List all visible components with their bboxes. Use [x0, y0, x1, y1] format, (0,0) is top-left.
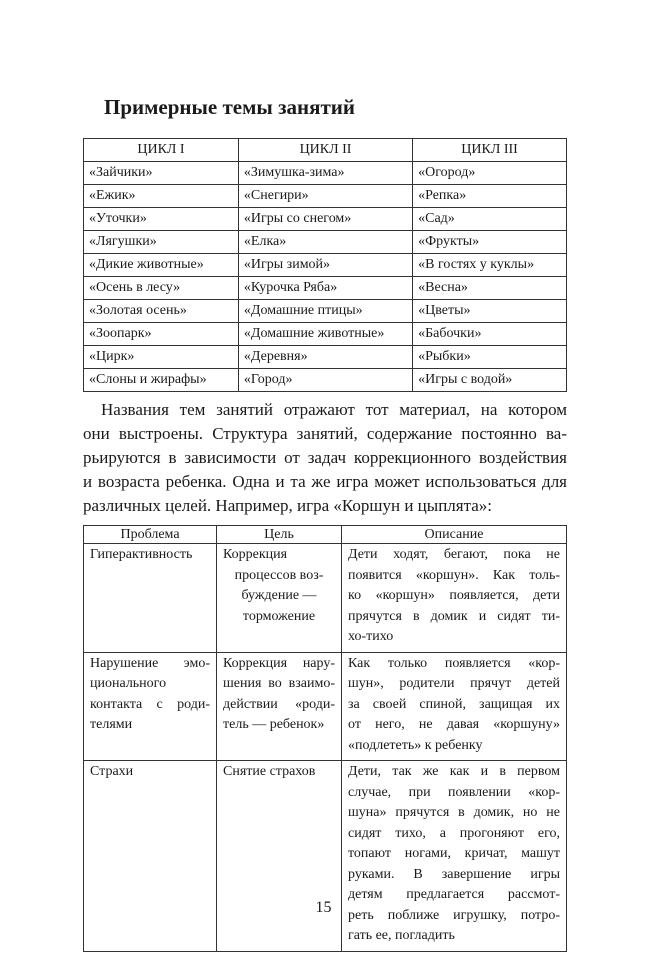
table-cell: «Сад» [413, 208, 567, 231]
cell-line: Коррекция нару- [223, 655, 335, 671]
table-cell: «Зоопарк» [84, 323, 239, 346]
cell-line: Как только появляется «кор- [348, 655, 560, 671]
table-cell: «Цирк» [84, 346, 239, 369]
column-header: Описание [342, 526, 567, 544]
table-cell: «Цветы» [413, 300, 567, 323]
table-cell: «Домашние животные» [238, 323, 412, 346]
table-cell: «Снегири» [238, 185, 412, 208]
table-cell: «Игры с водой» [413, 369, 567, 392]
table-cell: «Деревня» [238, 346, 412, 369]
cell-line: процессов воз- [234, 567, 324, 583]
table-row [84, 652, 567, 761]
table-cell: «Ежик» [84, 185, 239, 208]
themes-header-row [84, 139, 567, 162]
cell-line: действии «роди- [223, 696, 335, 712]
themes-table [83, 138, 567, 392]
table-row [84, 369, 567, 392]
table-cell: «Домашние птицы» [238, 300, 412, 323]
column-header: ЦИКЛ I [84, 139, 239, 162]
table-row [84, 254, 567, 277]
table-cell: «Курочка Ряба» [238, 277, 412, 300]
paragraph-line: они выстроены. Структура занятий, содержание постоянно ва- [83, 424, 567, 443]
table-cell: «Весна» [413, 277, 567, 300]
table-cell: «Слоны и жирафы» [84, 369, 239, 392]
cell-line: детям предлагается рассмот- [348, 887, 560, 902]
table-row [84, 231, 567, 254]
column-header: ЦИКЛ III [413, 139, 567, 162]
section-heading: Примерные темы занятий [104, 95, 355, 119]
table-cell: «Уточки» [84, 208, 239, 231]
table-cell: «Зимушка-зима» [238, 162, 412, 185]
table-row [84, 346, 567, 369]
cell-line: за своей спиной, защищая их [348, 696, 560, 712]
table-row [84, 323, 567, 346]
cell-line: шения во взаимо- [223, 676, 335, 691]
table-cell: «Репка» [413, 185, 567, 208]
table-cell: «Город» [238, 369, 412, 392]
body-paragraph [83, 398, 567, 518]
cell-line: Коррекция [223, 547, 288, 562]
table-row [84, 761, 567, 952]
table-cell: «Фрукты» [413, 231, 567, 254]
cell-line: Нарушение эмо- [90, 655, 210, 671]
problems-table [83, 525, 567, 952]
goal-cell [217, 761, 342, 952]
table-row [84, 162, 567, 185]
table-cell: «Зайчики» [84, 162, 239, 185]
table-cell: «Игры зимой» [238, 254, 412, 277]
table-row [84, 544, 567, 653]
table-cell: «Золотая осень» [84, 300, 239, 323]
cell-line: контакта с роди- [90, 696, 210, 712]
cell-line: телями [90, 717, 133, 732]
table-cell: «Дикие животные» [84, 254, 239, 277]
table-cell: «Бабочки» [413, 323, 567, 346]
cell-line: «подлететь» к ребенку [348, 737, 483, 753]
paragraph-line: рьируются в зависимости от задач коррекционного воздействия [83, 448, 567, 467]
goal-cell [217, 544, 342, 653]
cell-line: топают ногами, кричат, машут [348, 846, 560, 861]
cell-line: тель — ребенок» [223, 717, 325, 732]
cell-line: Дети, так же как и в первом [348, 764, 560, 779]
paragraph-line: и возраста ребенка. Одна и та же игра может использоваться для [83, 472, 567, 491]
goal-cell [217, 652, 342, 761]
column-header: Проблема [84, 526, 217, 544]
description-cell [342, 544, 567, 653]
cell-line: от него, не давая «коршуну» [348, 717, 560, 732]
cell-line: Дети ходят, бегают, пока не [348, 547, 560, 562]
cell-line: хо-тихо [348, 629, 394, 644]
cell-line: ко «коршун» появляется, дети [348, 588, 560, 603]
table-cell: «Лягушки» [84, 231, 239, 254]
cell-line: Страхи [90, 764, 134, 779]
cell-line: Гиперактивность [90, 547, 193, 562]
table-row [84, 185, 567, 208]
column-header: ЦИКЛ II [238, 139, 412, 162]
description-cell [342, 652, 567, 761]
page-number: 15 [315, 899, 332, 916]
table-cell: «В гостях у куклы» [413, 254, 567, 277]
cell-line: случае, при появлении «кор- [348, 784, 560, 800]
cell-line: гать ее, погладить [348, 928, 455, 943]
column-header: Цель [217, 526, 342, 544]
table-row [84, 208, 567, 231]
paragraph-line: Названия тем занятий отражают тот материал, на котором [101, 400, 567, 419]
table-cell: «Осень в лесу» [84, 277, 239, 300]
problem-cell [84, 761, 217, 952]
problem-cell [84, 652, 217, 761]
table-cell: «Игры со снегом» [238, 208, 412, 231]
table-cell: «Елка» [238, 231, 412, 254]
table-row [84, 277, 567, 300]
cell-line: ционального [90, 676, 167, 691]
table-cell: «Рыбки» [413, 346, 567, 369]
cell-line: руками. В завершение игры [348, 866, 560, 882]
problems-header-row [84, 526, 567, 544]
cell-line: реть поближе игрушку, потро- [348, 907, 560, 923]
cell-line: торможение [242, 608, 316, 624]
table-cell: «Огород» [413, 162, 567, 185]
cell-line: Снятие страхов [223, 764, 316, 779]
cell-line: появится «коршун». Как толь- [348, 567, 560, 583]
cell-line: буждение — [241, 588, 317, 603]
paragraph-line: различных целей. Например, игра «Коршун и цыплята»: [83, 496, 492, 515]
problems-table-body [84, 544, 567, 952]
cell-line: шуна» прячутся в домик, но не [348, 805, 560, 820]
table-row [84, 300, 567, 323]
themes-table-body [84, 162, 567, 392]
cell-line: прячутся в домик и сидят ти- [348, 608, 560, 624]
problem-cell [84, 544, 217, 653]
description-cell [342, 761, 567, 952]
cell-line: сидят тихо, а прогоняют его, [348, 825, 560, 841]
cell-line: шун», родители прячут детей [348, 676, 560, 691]
